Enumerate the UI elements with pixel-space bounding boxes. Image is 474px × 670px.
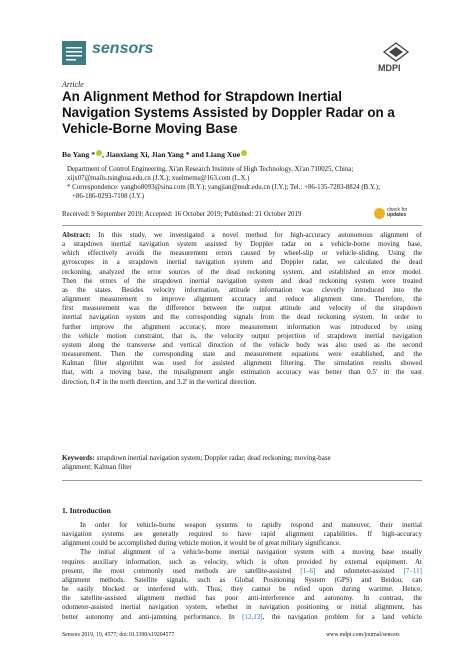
abstract-line: the vehicle motion constraint, that is, the velocity output projection of strapdown inertial navigation	[62, 331, 422, 340]
abstract-line: further improve the alignment accuracy, more measurement information was introduced by using	[62, 322, 422, 331]
journal-logo-icon	[62, 41, 86, 65]
check-updates-line: check for	[387, 206, 408, 213]
body-line: The initial alignment of a vehicle-borne inertial navigation system with a moving base usually	[80, 548, 422, 557]
keywords-line: alignment; Kalman filter	[62, 463, 132, 472]
body-line: alignment could be accomplished during vehicle motion, it would be of great military significance.	[62, 539, 341, 548]
publisher-name: MDPI	[378, 63, 401, 73]
abstract-line: inertial navigation system and the corresponding signals from the dead reckoning system. In order to	[62, 313, 422, 322]
abstract-line: reckoning, analyzed the error sources of the dead reckoning system, and established an error model.	[62, 267, 422, 276]
abstract-line: gyroscopes in a strapdown inertial navigation system and Doppler radar, we calculated the dead	[62, 258, 422, 267]
body-line: In order for vehicle-borne weapon systems to rapidly respond and maneuver, their inertial	[80, 521, 422, 529]
abstract-line	[62, 231, 422, 240]
paper-title	[62, 89, 422, 137]
orcid-icon[interactable]	[241, 150, 247, 156]
body-line: requires auxiliary information, such as velocity, which is often provided by external equipment. At	[62, 557, 422, 566]
abstract	[62, 231, 422, 387]
body-text: present, the most commonly used methods are satellite-assisted	[62, 566, 301, 575]
keywords-text: strapdown inertial navigation system; Doppler radar; dead reckoning; moving-base	[94, 454, 331, 462]
keywords-line	[62, 454, 422, 463]
body-text: , the navigation problem for a land vehicle	[262, 612, 422, 621]
mdpi-logo-icon	[382, 42, 410, 62]
body-line: alignment methods. Satellite signals, such as Global Positioning System (GPS) and Beidou, can	[62, 575, 422, 584]
abstract-line: a strapdown inertial navigation system assisted by Doppler radar on a vehicle-borne moving base,	[62, 240, 422, 249]
abstract-label: Abstract:	[62, 231, 91, 239]
citation-link[interactable]: [1–6]	[300, 566, 316, 575]
body-line: navigation systems are generally required to have rapid alignment capabilities. If high-accuracy	[62, 530, 422, 539]
author-name: Bo Yang *	[62, 150, 96, 159]
title-line: Navigation Systems Assisted by Doppler Radar on a	[62, 105, 395, 120]
abstract-line: Then the errors of the strapdown inertial navigation system and dead reckoning system were treated	[62, 276, 422, 285]
check-updates-line: updates	[387, 212, 407, 218]
correspondence-line: +86-186-0293-7108 (J.Y.)	[72, 193, 145, 200]
body-text: and odometer-assisted	[315, 566, 404, 575]
abstract-line: as the states. Besides velocity information, attitude information was cleverly introduced into the	[62, 285, 422, 294]
abstract-line: direction, 0.4' in the north direction, and 3.2' in the vertical direction.	[62, 377, 257, 386]
section-heading: 1. Introduction	[62, 506, 111, 515]
check-updates-icon	[374, 208, 385, 219]
body-line: be easily blocked or interfered with. Thus, they cannot be relied upon during wartime. Hence,	[62, 585, 422, 594]
body-line	[62, 613, 422, 622]
abstract-line: alignment measurement to improve alignment accuracy and reduce alignment time. Therefore, the	[62, 295, 422, 304]
abstract-line: system along the transverse and vertical direction of the vehicle body was also used as the second	[62, 340, 422, 349]
affiliation-line: xijx07@mails.tsinghua.edu.cn (J.X.); xuelmems@163.com (L.X.)	[67, 175, 250, 182]
citation-link[interactable]: [12,13]	[242, 612, 263, 621]
divider	[62, 225, 422, 226]
check-for-updates-button[interactable]	[374, 206, 414, 220]
abstract-line: first measurement was the difference between the output attitude and velocity of the strapdown	[62, 304, 422, 313]
body-line	[62, 567, 422, 576]
author-names: , Jianxiang Xi, Jian Yang * and Liang Xue	[102, 150, 241, 159]
body-text: better autonomy and anti-jamming performance. In	[62, 612, 243, 621]
author-list	[62, 150, 247, 159]
article-type: Article	[62, 80, 84, 89]
keywords	[62, 454, 422, 472]
journal-name: sensors	[92, 40, 154, 57]
abstract-line: which effectively avoids the measurement errors caused by wheel-slip or vehicle-sliding. Using the	[62, 249, 422, 258]
correspondence-line: * Correspondence: yangbo8093@sina.com (B.Y.); yangjian@nudt.edu.cn (J.Y.); Tel.: +86-135-7283-8824 (B.Y.);	[67, 184, 380, 191]
abstract-line: measurement. Then the corresponding state and measurement equations were established, and the	[62, 350, 422, 359]
citation-link[interactable]: [7–11]	[403, 566, 422, 575]
body-line: odometer-assisted inertial navigation system, whether in navigation positioning or initial alignment, has	[62, 603, 422, 612]
title-line: Vehicle-Borne Moving Base	[62, 121, 238, 136]
body-line: the satellite-assisted alignment method has poor anti-interference and autonomy. In contrast, the	[62, 594, 422, 603]
title-line: An Alignment Method for Strapdown Inertial	[62, 89, 342, 104]
introduction-body	[62, 521, 422, 622]
abstract-text: In this study, we investigated a novel method for high-accuracy autonomous alignment of	[90, 231, 422, 239]
affiliation-line: Department of Control Engineering, Xi'an Research Institute of High Technology, Xi'an 710025, China;	[67, 166, 354, 173]
keywords-label: Keywords:	[62, 454, 95, 462]
affiliations	[67, 165, 422, 201]
divider	[62, 480, 422, 481]
footer-citation: Sensors 2019, 19, 4577; doi:10.3390/s19204577	[62, 632, 175, 638]
publication-dates: Received: 9 September 2019; Accepted: 16 October 2019; Published: 21 October 2019	[62, 211, 302, 218]
abstract-line: Kalman filter algorithm was used for assisted alignment filtering. The simulation results showed	[62, 359, 422, 368]
abstract-line: that, with a moving base, the misalignment angle estimation accuracy was better than 0.5' in the east	[62, 368, 422, 377]
footer-journal-url[interactable]: www.mdpi.com/journal/sensors	[326, 632, 400, 638]
